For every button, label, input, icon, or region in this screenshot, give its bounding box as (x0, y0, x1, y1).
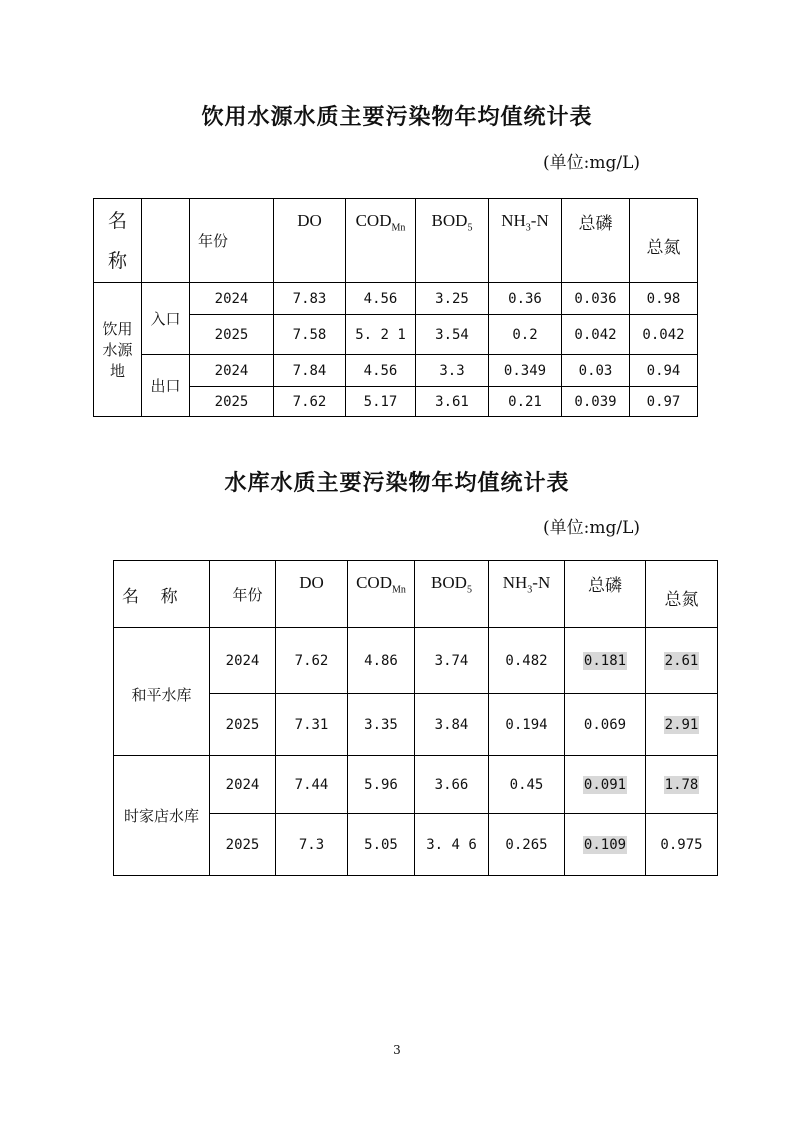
cell-do: 7.84 (274, 355, 346, 387)
table2-title: 水库水质主要污染物年均值统计表 (224, 471, 570, 496)
cell-cod: 4.56 (346, 355, 416, 387)
do-header: DO (274, 199, 346, 283)
table-row (114, 628, 718, 694)
cell-do: 7.3 (276, 814, 348, 876)
table2 (113, 560, 718, 876)
year-header: 年份 (190, 199, 274, 283)
cod-header: $COD_{Mn}$ (346, 199, 416, 283)
cell-nh3: 0.45 (489, 756, 565, 814)
cell-year: 2024 (210, 628, 276, 694)
cell-nh3: 0.194 (489, 694, 565, 756)
empty-header (142, 199, 190, 283)
reservoir-label: 和平水库 (114, 628, 210, 756)
name-header: 名 称 (94, 199, 142, 283)
table-row (94, 355, 698, 387)
cell-cod: 3.35 (348, 694, 415, 756)
cell-tp: 0.03 (562, 355, 630, 387)
cell-tn: 0.97 (630, 387, 698, 417)
table1 (93, 198, 698, 417)
cell-year: 2025 (190, 315, 274, 355)
cell-do: 7.62 (276, 628, 348, 694)
cell-tn: 1.78 (646, 756, 718, 814)
cell-bod: 3.61 (416, 387, 489, 417)
cell-do: 7.83 (274, 283, 346, 315)
cell-cod: 5.17 (346, 387, 416, 417)
cell-year: 2024 (190, 355, 274, 387)
reservoir-label: 时家店水库 (114, 756, 210, 876)
cell-nh3: 0.482 (489, 628, 565, 694)
cell-tn: 0.975 (646, 814, 718, 876)
cell-tn: 0.94 (630, 355, 698, 387)
table1-title: 饮用水源水质主要污染物年均值统计表 (201, 105, 593, 130)
cell-tp: 0.091 (565, 756, 646, 814)
cell-tp: 0.069 (565, 694, 646, 756)
bod-header: $BOD_5$ (416, 199, 489, 283)
tn-header: 总氮 (630, 199, 698, 283)
cell-do: 7.44 (276, 756, 348, 814)
cell-bod: 3.25 (416, 283, 489, 315)
tp-header: 总磷 (562, 199, 630, 283)
cell-nh3: 0.265 (489, 814, 565, 876)
name-header: 名 称 (114, 561, 210, 628)
cell-cod: 4.86 (348, 628, 415, 694)
cell-tn: 2.91 (646, 694, 718, 756)
cell-nh3: 0.36 (489, 283, 562, 315)
cell-tp: 0.039 (562, 387, 630, 417)
page-number: 3 (393, 1043, 401, 1057)
nh3-header: $NH_3-N$ (489, 199, 562, 283)
cell-bod: 3.3 (416, 355, 489, 387)
table2-unit: (单位:mg/L) (543, 518, 641, 538)
cell-year: 2024 (210, 756, 276, 814)
table-row (114, 756, 718, 814)
cell-cod: 5. 2 1 (346, 315, 416, 355)
outlet-label: 出口 (142, 355, 190, 417)
cell-year: 2025 (210, 814, 276, 876)
year-header: 年份 (210, 561, 276, 628)
cell-tp: 0.181 (565, 628, 646, 694)
table2-header-row (114, 561, 718, 628)
cell-tn: 0.98 (630, 283, 698, 315)
table1-header-row (94, 199, 698, 283)
tp-header: 总磷 (565, 561, 646, 628)
inlet-label: 入口 (142, 283, 190, 355)
table1-unit: (单位:mg/L) (543, 153, 641, 173)
cell-cod: 4.56 (346, 283, 416, 315)
table-row (94, 283, 698, 315)
cod-header: $COD_{Mn}$ (348, 561, 415, 628)
nh3-header: $NH_3-N$ (489, 561, 565, 628)
cell-tp: 0.042 (562, 315, 630, 355)
bod-header: $BOD_5$ (415, 561, 489, 628)
cell-do: 7.62 (274, 387, 346, 417)
cell-bod: 3.74 (415, 628, 489, 694)
cell-tp: 0.109 (565, 814, 646, 876)
cell-year: 2024 (190, 283, 274, 315)
tn-header: 总氮 (646, 561, 718, 628)
cell-nh3: 0.349 (489, 355, 562, 387)
cell-cod: 5.05 (348, 814, 415, 876)
cell-tn: 2.61 (646, 628, 718, 694)
cell-cod: 5.96 (348, 756, 415, 814)
cell-do: 7.58 (274, 315, 346, 355)
cell-do: 7.31 (276, 694, 348, 756)
cell-tp: 0.036 (562, 283, 630, 315)
cell-year: 2025 (210, 694, 276, 756)
cell-bod: 3.54 (416, 315, 489, 355)
cell-nh3: 0.21 (489, 387, 562, 417)
cell-bod: 3. 4 6 (415, 814, 489, 876)
cell-bod: 3.84 (415, 694, 489, 756)
cell-year: 2025 (190, 387, 274, 417)
group-label: 饮用 水源 地 (94, 283, 142, 417)
cell-nh3: 0.2 (489, 315, 562, 355)
cell-bod: 3.66 (415, 756, 489, 814)
do-header: DO (276, 561, 348, 628)
cell-tn: 0.042 (630, 315, 698, 355)
